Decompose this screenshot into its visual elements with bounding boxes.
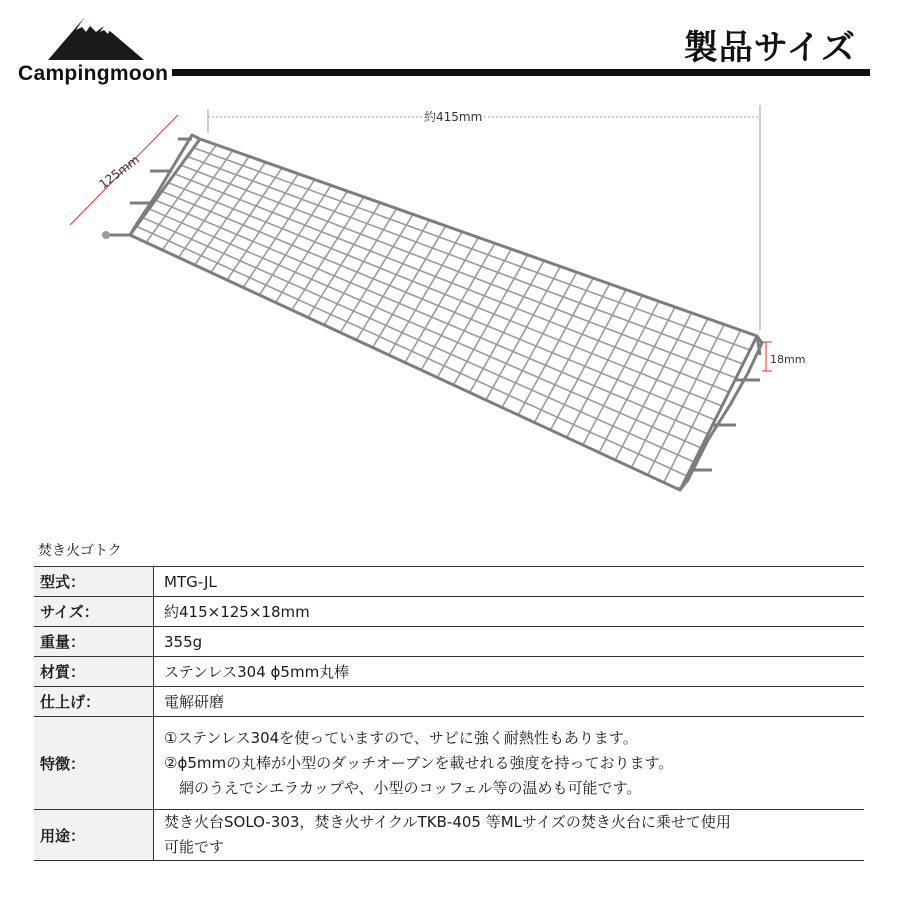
spec-row-material xyxy=(34,657,864,687)
spec-value: ステンレス304 ϕ5mm丸棒 xyxy=(154,657,865,687)
spec-value xyxy=(154,717,865,810)
spec-label: 材質： xyxy=(34,657,154,687)
spec-value: 355g xyxy=(154,627,865,657)
spec-row-features xyxy=(34,717,864,810)
feature-line: 網のうえでシエラカップや、小型のコッフェル等の温めも可能です。 xyxy=(164,778,642,797)
spec-label: 型式： xyxy=(34,567,154,597)
spec-table xyxy=(34,566,864,861)
spec-label: 特徴： xyxy=(34,717,154,810)
usage-line: 可能です xyxy=(164,838,225,856)
feature-line: ①ステンレス304を使っていますので、サビに強く耐熱性もあります。 xyxy=(164,728,638,747)
brand-logo xyxy=(18,14,178,89)
spec-row-usage xyxy=(34,810,864,861)
spec-value: 電解研磨 xyxy=(154,687,865,717)
spec-label: 用途： xyxy=(34,810,154,861)
spec-label: 仕上げ： xyxy=(34,687,154,717)
grill-grate-illustration xyxy=(60,95,820,505)
spec-row-size xyxy=(34,597,864,627)
product-caption: 焚き火ゴトク xyxy=(38,543,122,559)
spec-label: 重量： xyxy=(34,627,154,657)
mountain-logo-icon xyxy=(46,14,146,62)
spec-value: 約415×125×18mm xyxy=(154,597,865,627)
page-title: 製品サイズ xyxy=(683,28,856,68)
spec-label: サイズ： xyxy=(34,597,154,627)
length-dimension-label: 約415mm xyxy=(424,110,483,124)
spec-value: MTG-JL xyxy=(154,567,865,597)
spec-row-weight xyxy=(34,627,864,657)
width-dimension-label: 125mm xyxy=(96,152,142,192)
feature-line: ②ϕ5mmの丸棒が小型のダッチオーブンを載せれる強度を持っております。 xyxy=(164,753,674,772)
brand-name: Campingmoon xyxy=(18,62,169,85)
usage-line: 焚き火台SOLO-303，焚き火サイクルTKB-405 等MLサイズの焚き火台に乗せて使用 xyxy=(164,813,731,831)
spec-row-model xyxy=(34,567,864,597)
spec-row-finish xyxy=(34,687,864,717)
header-rule xyxy=(172,69,870,76)
height-dimension-label: 18mm xyxy=(770,353,806,366)
spec-value xyxy=(154,810,865,861)
